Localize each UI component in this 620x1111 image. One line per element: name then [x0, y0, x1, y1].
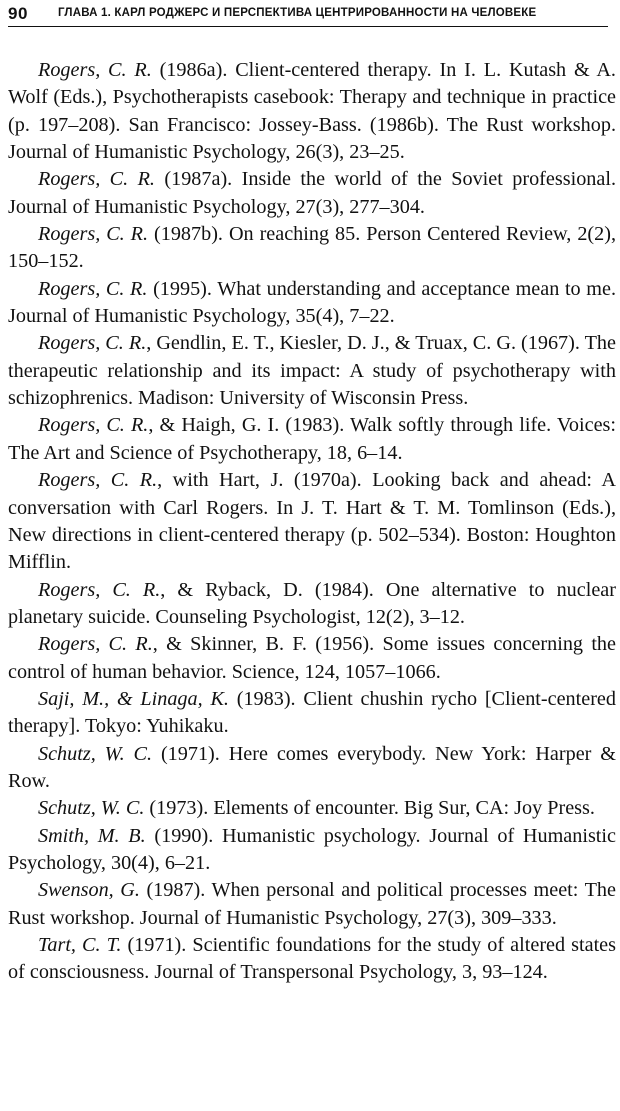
reference-author: Rogers, C. R.	[38, 633, 153, 656]
reference-entry	[8, 577, 616, 632]
reference-entry	[8, 877, 616, 932]
reference-author: Swenson, G.	[38, 879, 140, 902]
reference-text: (1987a). Inside the world of the Soviet professional. Journal of Humanistic Psychology, 27(3), 277–304.	[8, 168, 616, 218]
reference-list	[8, 57, 616, 987]
reference-text: (1971). Here comes everybody. New York: Harper & Row.	[8, 742, 616, 792]
reference-entry	[8, 631, 616, 686]
reference-text: (1986a). Client-centered therapy. In I. L. Kutash & A. Wolf (Eds.), Psychotherapists casebook: Therapy and technique in practice (p. 197–208). San Francisco: Jossey-Bass. (1986b). The Rust workshop. Journal of Humanistic Psychology, 26(3), 23–25.	[8, 59, 616, 164]
reference-author: Schutz, W. C.	[38, 742, 153, 765]
reference-author: Tart, C. T.	[38, 934, 122, 956]
reference-author: Rogers, C. R.	[38, 223, 149, 246]
reference-text: , & Ryback, D. (1984). One alternative to nuclear planetary suicide. Counseling Psychologist, 12(2), 3–12.	[8, 578, 616, 628]
reference-entry	[8, 221, 616, 276]
reference-author: Smith, M. B.	[38, 824, 146, 847]
reference-entry	[8, 932, 616, 987]
reference-author: Rogers, C. R.	[38, 578, 161, 601]
reference-author: Rogers, C. R.	[38, 59, 152, 81]
reference-author: Schutz, W. C.	[38, 797, 145, 820]
reference-author: Saji, M., & Linaga, K.	[38, 687, 229, 710]
reference-entry	[8, 823, 616, 878]
reference-entry	[8, 795, 616, 822]
reference-text: (1971). Scientific foundations for the study of altered states of consciousness. Journal of Transpersonal Psychology, 3, 93–124.	[8, 934, 617, 984]
reference-entry	[8, 57, 616, 166]
reference-text: (1973). Elements of encounter. Big Sur, CA: Joy Press.	[144, 797, 595, 820]
reference-text: (1983). Client chushin rycho [Client-centered therapy]. Tokyo: Yuhikaku.	[8, 687, 616, 738]
reference-entry	[8, 412, 616, 467]
page-number: 90	[8, 4, 28, 23]
reference-entry	[8, 741, 616, 796]
reference-text: , with Hart, J. (1970a). Looking back and ahead: A conversation with Carl Rogers. In J. T. Hart & T. M. Tomlinson (Eds.), New directions in client-centered therapy (p. 502–534). Boston: Houghton Mifflin.	[8, 469, 616, 574]
reference-text: (1990). Humanistic psychology. Journal of Humanistic Psychology, 30(4), 6–21.	[8, 824, 616, 874]
reference-author: Rogers, C. R.	[38, 414, 149, 437]
reference-text: , Gendlin, E. T., Kiesler, D. J., & Truax, C. G. (1967). The therapeutic relationship and its impact: A study of psychotherapy with schizophrenics. Madison: University of Wisconsin Press.	[8, 332, 616, 410]
running-title: ГЛАВА 1. КАРЛ РОДЖЕРС И ПЕРСПЕКТИВА ЦЕНТРИРОВАННОСТИ НА ЧЕЛОВЕКЕ	[58, 7, 537, 19]
reference-entry	[8, 686, 616, 741]
page-header	[8, 4, 608, 27]
reference-text: (1987b). On reaching 85. Person Centered Review, 2(2), 150–152.	[8, 223, 616, 273]
reference-entry	[8, 276, 616, 331]
reference-author: Rogers, C. R.	[38, 277, 148, 300]
reference-text: (1987). When personal and political processes meet: The Rust workshop. Journal of Humanistic Psychology, 27(3), 309–333.	[8, 879, 616, 929]
reference-text: (1995). What understanding and acceptance mean to me. Journal of Humanistic Psychology, 35(4), 7–22.	[8, 277, 616, 328]
reference-author: Rogers, C. R.	[38, 332, 147, 355]
reference-author: Rogers, C. R.	[38, 469, 158, 492]
reference-text: , & Haigh, G. I. (1983). Walk softly through life. Voices: The Art and Science of Psychotherapy, 18, 6–14.	[8, 414, 616, 464]
reference-entry	[8, 330, 616, 412]
reference-entry	[8, 467, 616, 576]
reference-entry	[8, 166, 616, 221]
reference-text: , & Skinner, B. F. (1956). Some issues concerning the control of human behavior. Science, 124, 1057–1066.	[8, 633, 616, 683]
reference-author: Rogers, C. R.	[38, 168, 155, 191]
